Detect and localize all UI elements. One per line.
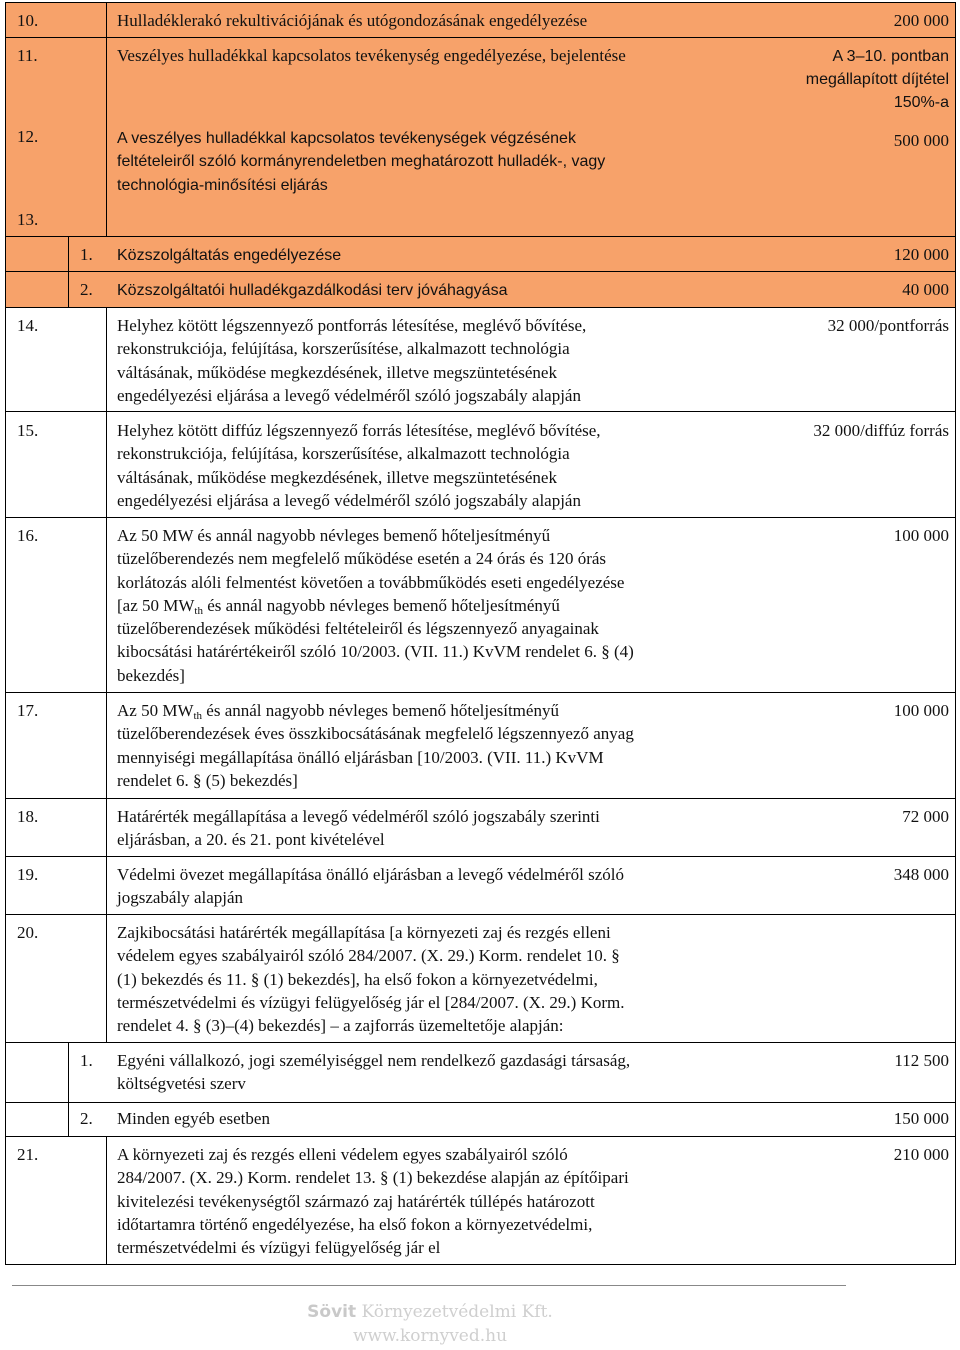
footer-url[interactable]: www.kornyved.hu xyxy=(352,1326,508,1346)
row-description: Védelmi övezet megállapítása önálló eljárásban a levegő védelméről szóló jogszabály alapján xyxy=(117,865,624,908)
row-number: 10. xyxy=(17,11,39,30)
grid-line xyxy=(5,2,6,1265)
table-row xyxy=(5,856,955,914)
footer-company: Sövit Környezetvédelmi Kft. xyxy=(307,1302,553,1322)
row-number: 14. xyxy=(17,316,39,335)
row-number: 17. xyxy=(17,701,39,720)
grid-line xyxy=(106,1136,107,1264)
table-row xyxy=(5,236,955,271)
grid-line xyxy=(5,236,956,237)
row-description: A veszélyes hulladékkal kapcsolatos tevékenységek végzésének feltételeiről szóló kormányrendeletben meghatározott hulladék-, vagy technológia-minősítési eljárás xyxy=(117,130,606,194)
row-fee: 500 000 xyxy=(893,131,949,150)
row-fee: 100 000 xyxy=(893,526,949,545)
table-row xyxy=(5,411,955,517)
row-description: Határérték megállapítása a levegő védelméről szóló jogszabály szerinti eljárásban, a 20. és 21. pont kivételével xyxy=(117,807,600,850)
grid-line xyxy=(5,798,956,799)
grid-line xyxy=(106,2,107,237)
table-row xyxy=(5,517,955,692)
table-row xyxy=(5,692,955,798)
table-row xyxy=(5,37,955,198)
grid-line xyxy=(5,1136,956,1137)
sub-number: 1. xyxy=(80,245,93,264)
grid-line xyxy=(5,271,956,272)
row-number: 13. xyxy=(17,210,39,229)
row-fee: A 3–10. pontban megállapított díjtétel 150%-a xyxy=(805,48,949,111)
sub-number: 2. xyxy=(80,1109,93,1128)
row-fee: 112 500 xyxy=(894,1051,949,1070)
table-row xyxy=(5,1102,955,1136)
row-description: A környezeti zaj és rezgés elleni védelem egyes szabályairól szóló 284/2007. (X. 29.) Korm. rendelet 13. § (1) bekezdése alapján az építőipari kivitelezési tevékenységtől származó zaj határérték túllépés határozott időtartamra történő engedélyezése, ha első fokon a környezetvédelmi, természetvédelmi és vízügyi felügyelőség jár el xyxy=(117,1145,629,1258)
row-fee: 32 000/diffúz forrás xyxy=(813,421,949,440)
row-number: 12. xyxy=(17,127,39,146)
footer-divider xyxy=(12,1285,846,1286)
grid-line xyxy=(106,307,107,1043)
row-description: Helyhez kötött diffúz légszennyező forrás létesítése, meglévő bővítése, rekonstrukciója, felújítása, korszerűsítése, alkalmazott technológia váltásának, működése megkezdésének, illetve megszüntetésének engedélyezési eljárása a levegő védelméről szóló jogszabály alapján xyxy=(117,421,601,510)
table-row xyxy=(5,1042,955,1102)
grid-line xyxy=(5,856,956,857)
grid-line xyxy=(5,411,956,412)
row-description: Egyéni vállalkozó, jogi személyiséggel nem rendelkező gazdasági társaság, költségvetési szerv xyxy=(117,1051,631,1094)
grid-line xyxy=(5,517,956,518)
grid-line xyxy=(5,692,956,693)
row-fee: 200 000 xyxy=(893,11,949,30)
row-number: 16. xyxy=(17,526,39,545)
row-description: Helyhez kötött légszennyező pontforrás létesítése, meglévő bővítése, rekonstrukciója, felújítása, korszerűsítése, alkalmazott technológia váltásának, működése megkezdésének, illetve megszüntetésének engedélyezési eljárása a levegő védelméről szóló jogszabály alapján xyxy=(117,316,587,405)
row-fee: 150 000 xyxy=(893,1109,949,1128)
row-fee: 210 000 xyxy=(893,1145,949,1164)
row-fee: 120 000 xyxy=(893,245,949,264)
table-row xyxy=(5,1136,955,1264)
row-number: 20. xyxy=(17,923,39,942)
row-fee: 72 000 xyxy=(902,807,949,826)
grid-line xyxy=(5,1264,956,1265)
row-fee: 100 000 xyxy=(893,701,949,720)
table-row xyxy=(5,198,955,236)
grid-line xyxy=(5,914,956,915)
grid-line xyxy=(68,236,69,308)
row-number: 18. xyxy=(17,807,39,826)
grid-line xyxy=(5,1102,956,1103)
grid-line xyxy=(5,307,956,308)
row-description: Minden egyéb esetben xyxy=(117,1109,270,1128)
table-row xyxy=(5,307,955,411)
row-description: Veszélyes hulladékkal kapcsolatos tevékenység engedélyezése, bejelentése xyxy=(117,46,626,65)
grid-line xyxy=(68,1042,69,1137)
row-number: 19. xyxy=(17,865,39,884)
row-fee: 348 000 xyxy=(893,865,949,884)
sub-number: 1. xyxy=(80,1051,93,1070)
row-description: Közszolgáltatói hulladékgazdálkodási terv jóváhagyása xyxy=(117,282,508,299)
row-description: Közszolgáltatás engedélyezése xyxy=(117,247,342,264)
row-number: 11. xyxy=(17,46,38,65)
grid-line xyxy=(955,2,956,1265)
grid-line xyxy=(5,37,956,38)
row-description: Zajkibocsátási határérték megállapítása [a környezeti zaj és rezgés elleni védelem egyes szabályairól szóló 284/2007. (X. 29.) Korm. rendelet 10. § (1) bekezdés és 11. § (1) bekezdés], ha első fokon a környezetvédelmi, természetvédelmi és vízügyi felügyelőség jár el [284/2007. (X. 29.) Korm. rendelet 4. § (3)–(4) bekezdés] – a zajforrás üzemeltetője alapján: xyxy=(117,923,625,1036)
row-fee: 40 000 xyxy=(902,280,949,299)
row-fee: 32 000/pontforrás xyxy=(827,316,949,335)
table-row xyxy=(5,914,955,1042)
table-row xyxy=(5,2,955,37)
row-description: Az 50 MW és annál nagyobb névleges bemenő hőteljesítményű tüzelőberendezés nem megfelelő működése esetén a 24 órás és 120 órás korlátozás alóli felmentést követően a továbbműködés eseti engedélyezése [az 50 $MW_{th}$ és annál nagyobb névleges bemenő hőteljesítményű tüzelőberendezések működési feltételeiről és légszennyező anyagainak kibocsátási határértékeiről szóló 10/2003. (VII. 11.) KvVM rendelet 6. § (4) bekezdés] xyxy=(117,526,634,685)
sub-number: 2. xyxy=(80,280,93,299)
row-number: 21. xyxy=(17,1145,39,1164)
row-description: Az 50 $MW_{th}$ és annál nagyobb névleges bemenő hőteljesítményű tüzelőberendezések éves összkibocsátásának megfelelő légszennyező anyag mennyiségi megállapítása önálló eljárásban [10/2003. (VII. 11.) KvVM rendelet 6. § (5) bekezdés] xyxy=(117,701,634,790)
table-row xyxy=(5,798,955,856)
row-description: Hulladéklerakó rekultivációjának és utógondozásának engedélyezése xyxy=(117,11,588,30)
grid-line xyxy=(5,1042,956,1043)
row-number: 15. xyxy=(17,421,39,440)
grid-line xyxy=(5,2,956,3)
table-row xyxy=(5,271,955,307)
